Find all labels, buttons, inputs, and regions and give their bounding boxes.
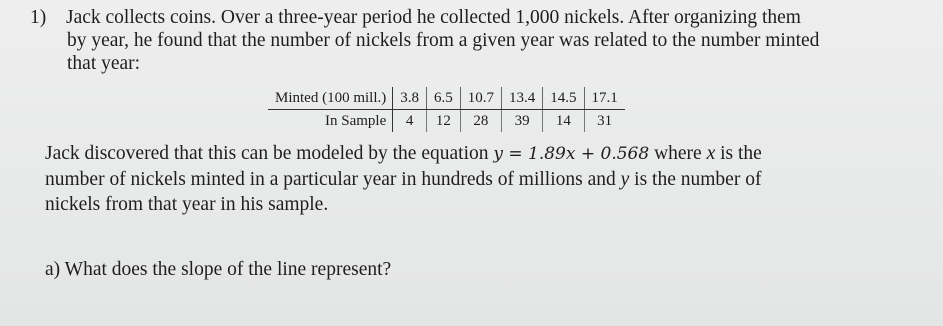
table-header-minted: Minted (100 mill.) (268, 87, 393, 110)
table-cell: 12 (427, 110, 461, 133)
problem-text-line-1: Jack collects coins. Over a three-year period he collected 1,000 nickels. After organizing them (66, 7, 801, 28)
problem-number: 1) (30, 7, 47, 28)
problem-statement (30, 6, 910, 75)
data-table (268, 87, 625, 132)
model-equation: y = 1.89x + 0.568 (493, 144, 650, 164)
model-line-3: nickels from that year in his sample. (45, 194, 329, 215)
table-header-sample: In Sample (268, 110, 393, 133)
model-line-2 (45, 167, 895, 192)
table-cell: 13.4 (502, 87, 543, 110)
table-cell: 6.5 (427, 87, 461, 110)
model-line-2-b: is the number of (629, 169, 762, 190)
model-line-2-a: number of nickels minted in a particular year in hundreds of millions and (45, 169, 621, 190)
model-text-is-the: is the (715, 143, 762, 164)
table-cell: 14.5 (543, 87, 584, 110)
table-row-minted (268, 87, 625, 110)
table-cell: 4 (393, 110, 427, 133)
question-a: a) What does the slope of the line represent? (45, 259, 392, 280)
table-cell: 28 (460, 110, 501, 133)
data-table-container (268, 87, 625, 132)
model-line-1 (45, 141, 895, 167)
model-text-before: Jack discovered that this can be modeled by the equation (45, 143, 494, 164)
model-text-where: where (649, 143, 707, 164)
table-cell: 39 (502, 110, 543, 133)
table-row-sample (268, 110, 625, 133)
problem-line-1 (30, 6, 910, 29)
table-cell: 10.7 (460, 87, 501, 110)
problem-text-line-3: that year: (67, 53, 141, 74)
table-cell: 17.1 (584, 87, 625, 110)
model-paragraph (45, 141, 895, 217)
variable-x: x (706, 143, 716, 164)
problem-text-line-2: by year, he found that the number of nickels from a given year was related to the number minted (67, 30, 820, 51)
table-cell: 14 (543, 110, 584, 133)
table-cell: 3.8 (393, 87, 427, 110)
variable-y: y (620, 169, 630, 190)
table-cell: 31 (597, 112, 613, 129)
